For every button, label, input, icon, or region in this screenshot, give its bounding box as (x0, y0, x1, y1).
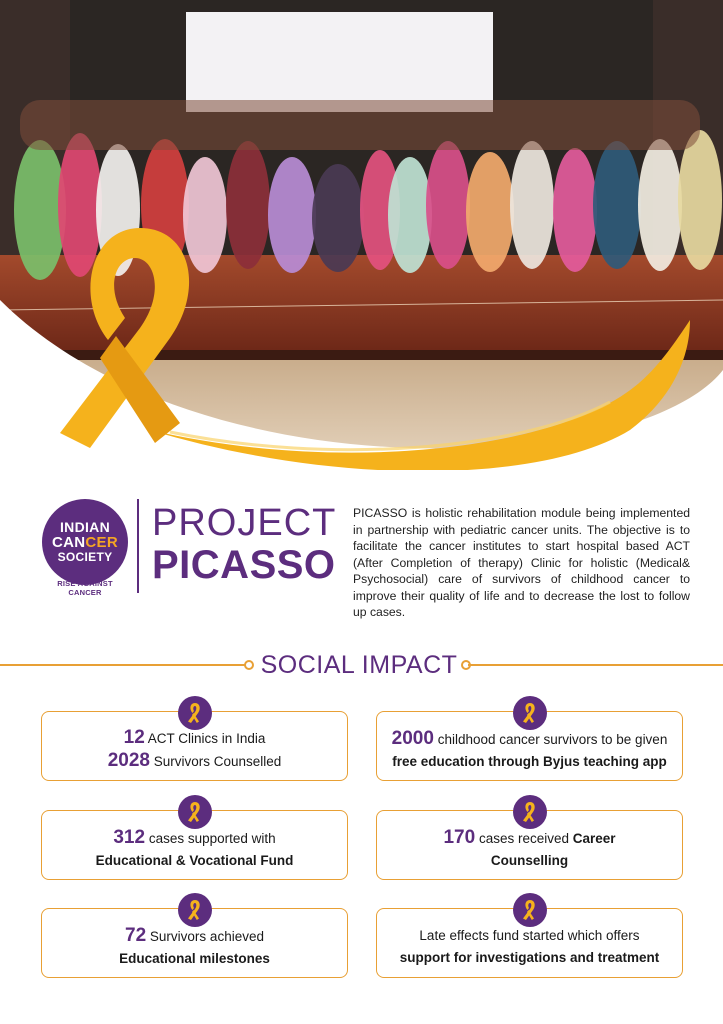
impact-card (376, 810, 683, 880)
card-line-1: Late effects fund started which offers (419, 928, 640, 943)
project-title-line-2: PICASSO (152, 543, 336, 587)
logo-tagline: RISE AGAINST CANCER (57, 579, 113, 597)
stat-number: 312 (113, 826, 146, 848)
stat-number: 170 (443, 826, 476, 848)
logo-line-3: SOCIETY (57, 549, 113, 564)
card-line-1 (125, 925, 264, 948)
card-line-2: Educational & Vocational Fund (95, 852, 294, 868)
project-title (152, 503, 342, 587)
project-title-line-1: PROJECT (152, 502, 337, 544)
stat-text: childhood cancer survivors to be given (437, 731, 668, 747)
impact-card (41, 711, 348, 781)
divider-dot-left (244, 660, 254, 670)
ribbon-icon (513, 893, 547, 927)
card-line-1 (113, 827, 275, 850)
logo-line-1: INDIAN (59, 518, 111, 535)
card-line-2 (108, 750, 282, 773)
stat-number: 72 (125, 924, 147, 946)
divider-line-left (0, 664, 248, 666)
card-line-2: Educational milestones (119, 950, 270, 966)
brand-section (40, 497, 690, 627)
card-line-2: free education through Byjus teaching app (392, 753, 667, 769)
ribbon-icon (513, 696, 547, 730)
impact-card (376, 711, 683, 781)
stat-text: cases received (478, 830, 569, 846)
stat-number: 2000 (391, 727, 434, 749)
brand-divider (137, 499, 139, 593)
stat-text: Survivors Counselled (153, 754, 282, 769)
divider-line-right (468, 664, 723, 666)
card-line-2: Counselling (490, 852, 569, 868)
stat-number: 12 (123, 727, 145, 748)
social-impact-header (0, 648, 723, 684)
ribbon-icon (178, 795, 212, 829)
logo-line-2b: CER (85, 533, 118, 551)
ribbon-icon (178, 893, 212, 927)
ribbon-icon (178, 696, 212, 730)
awareness-ribbon-icon (30, 218, 230, 458)
indian-cancer-society-logo (42, 499, 128, 585)
stat-text: cases supported with (148, 830, 276, 846)
logo-line-2 (52, 535, 118, 550)
card-line-1 (124, 727, 266, 750)
impact-card (376, 908, 683, 978)
card-line-1 (443, 827, 615, 850)
social-impact-title: SOCIAL IMPACT (260, 651, 458, 679)
impact-card (41, 810, 348, 880)
logo-line-2a: CAN (52, 533, 86, 551)
stat-text: Survivors achieved (149, 928, 264, 944)
stat-text: ACT Clinics in India (147, 731, 266, 746)
project-description: PICASSO is holistic rehabilitation module being implemented in partnership with pediatric cancer units. The objective is to facilitate the cancer institutes to start hospital based ACT (After Completion of therapy) Clinic for holistic (Medical& Psychosocial) care of survivors of childhood cancer to improve their quality of life and to decrease the lost to follow up cases. (353, 506, 690, 619)
impact-card (41, 908, 348, 978)
stat-number: 2028 (107, 750, 150, 771)
card-line-2: support for investigations and treatment (399, 950, 660, 965)
ribbon-icon (513, 795, 547, 829)
card-line-1 (392, 728, 668, 751)
stat-text-bold: Career (572, 830, 616, 846)
hero-section (0, 0, 723, 470)
